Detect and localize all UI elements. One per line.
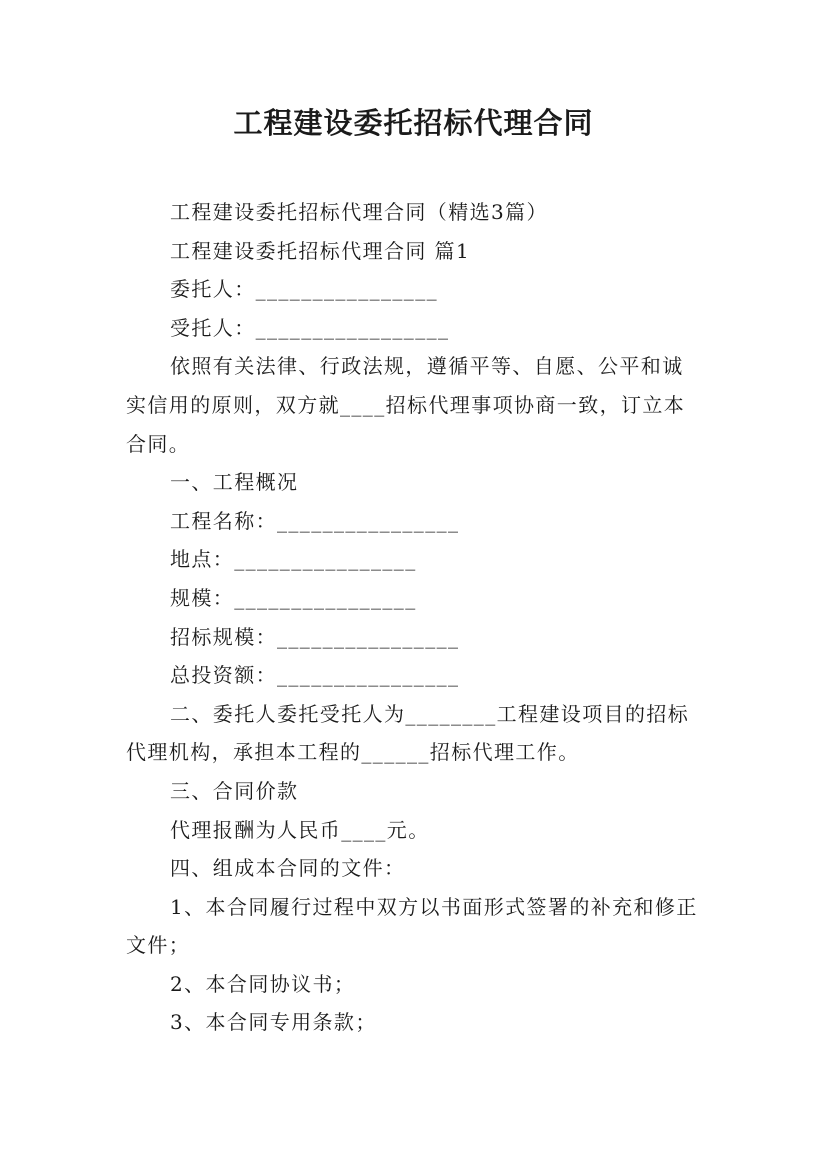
total-investment-field: 总投资额：________________ — [170, 663, 460, 688]
agent-field: 受托人：_________________ — [170, 315, 450, 340]
document-item-1: 1、本合同履行过程中双方以书面形式签署的补充和修正文件； — [126, 894, 698, 958]
clause-heading-4: 四、组成本合同的文件： — [170, 856, 406, 881]
document-body — [126, 193, 704, 1042]
tender-scale-field: 招标规模：________________ — [170, 624, 460, 649]
clause-heading-3: 三、合同价款 — [170, 778, 299, 803]
principal-field: 委托人：________________ — [170, 277, 438, 302]
section-heading: 工程建设委托招标代理合同 篇1 — [170, 238, 471, 263]
document-item-2: 2、本合同协议书； — [170, 971, 356, 996]
document-item-3: 3、本合同专用条款； — [170, 1010, 377, 1035]
scale-field: 规模：________________ — [170, 585, 417, 610]
location-field: 地点：________________ — [170, 547, 417, 572]
subtitle-line: 工程建设委托招标代理合同（精选3篇） — [170, 200, 548, 224]
project-name-field: 工程名称：________________ — [170, 508, 460, 533]
clause-heading-1: 一、工程概况 — [170, 470, 299, 495]
document-title: 工程建设委托招标代理合同 — [233, 106, 594, 140]
fee-paragraph: 代理报酬为人民币____元。 — [170, 817, 430, 842]
clause-2-paragraph: 二、委托人委托受托人为________工程建设项目的招标代理机构，承担本工程的______招标代理工作。 — [126, 701, 690, 765]
preamble-paragraph: 依照有关法律、行政法规，遵循平等、自愿、公平和诚实信用的原则，双方就____招标代理事项协商一致，订立本合同。 — [126, 354, 686, 456]
